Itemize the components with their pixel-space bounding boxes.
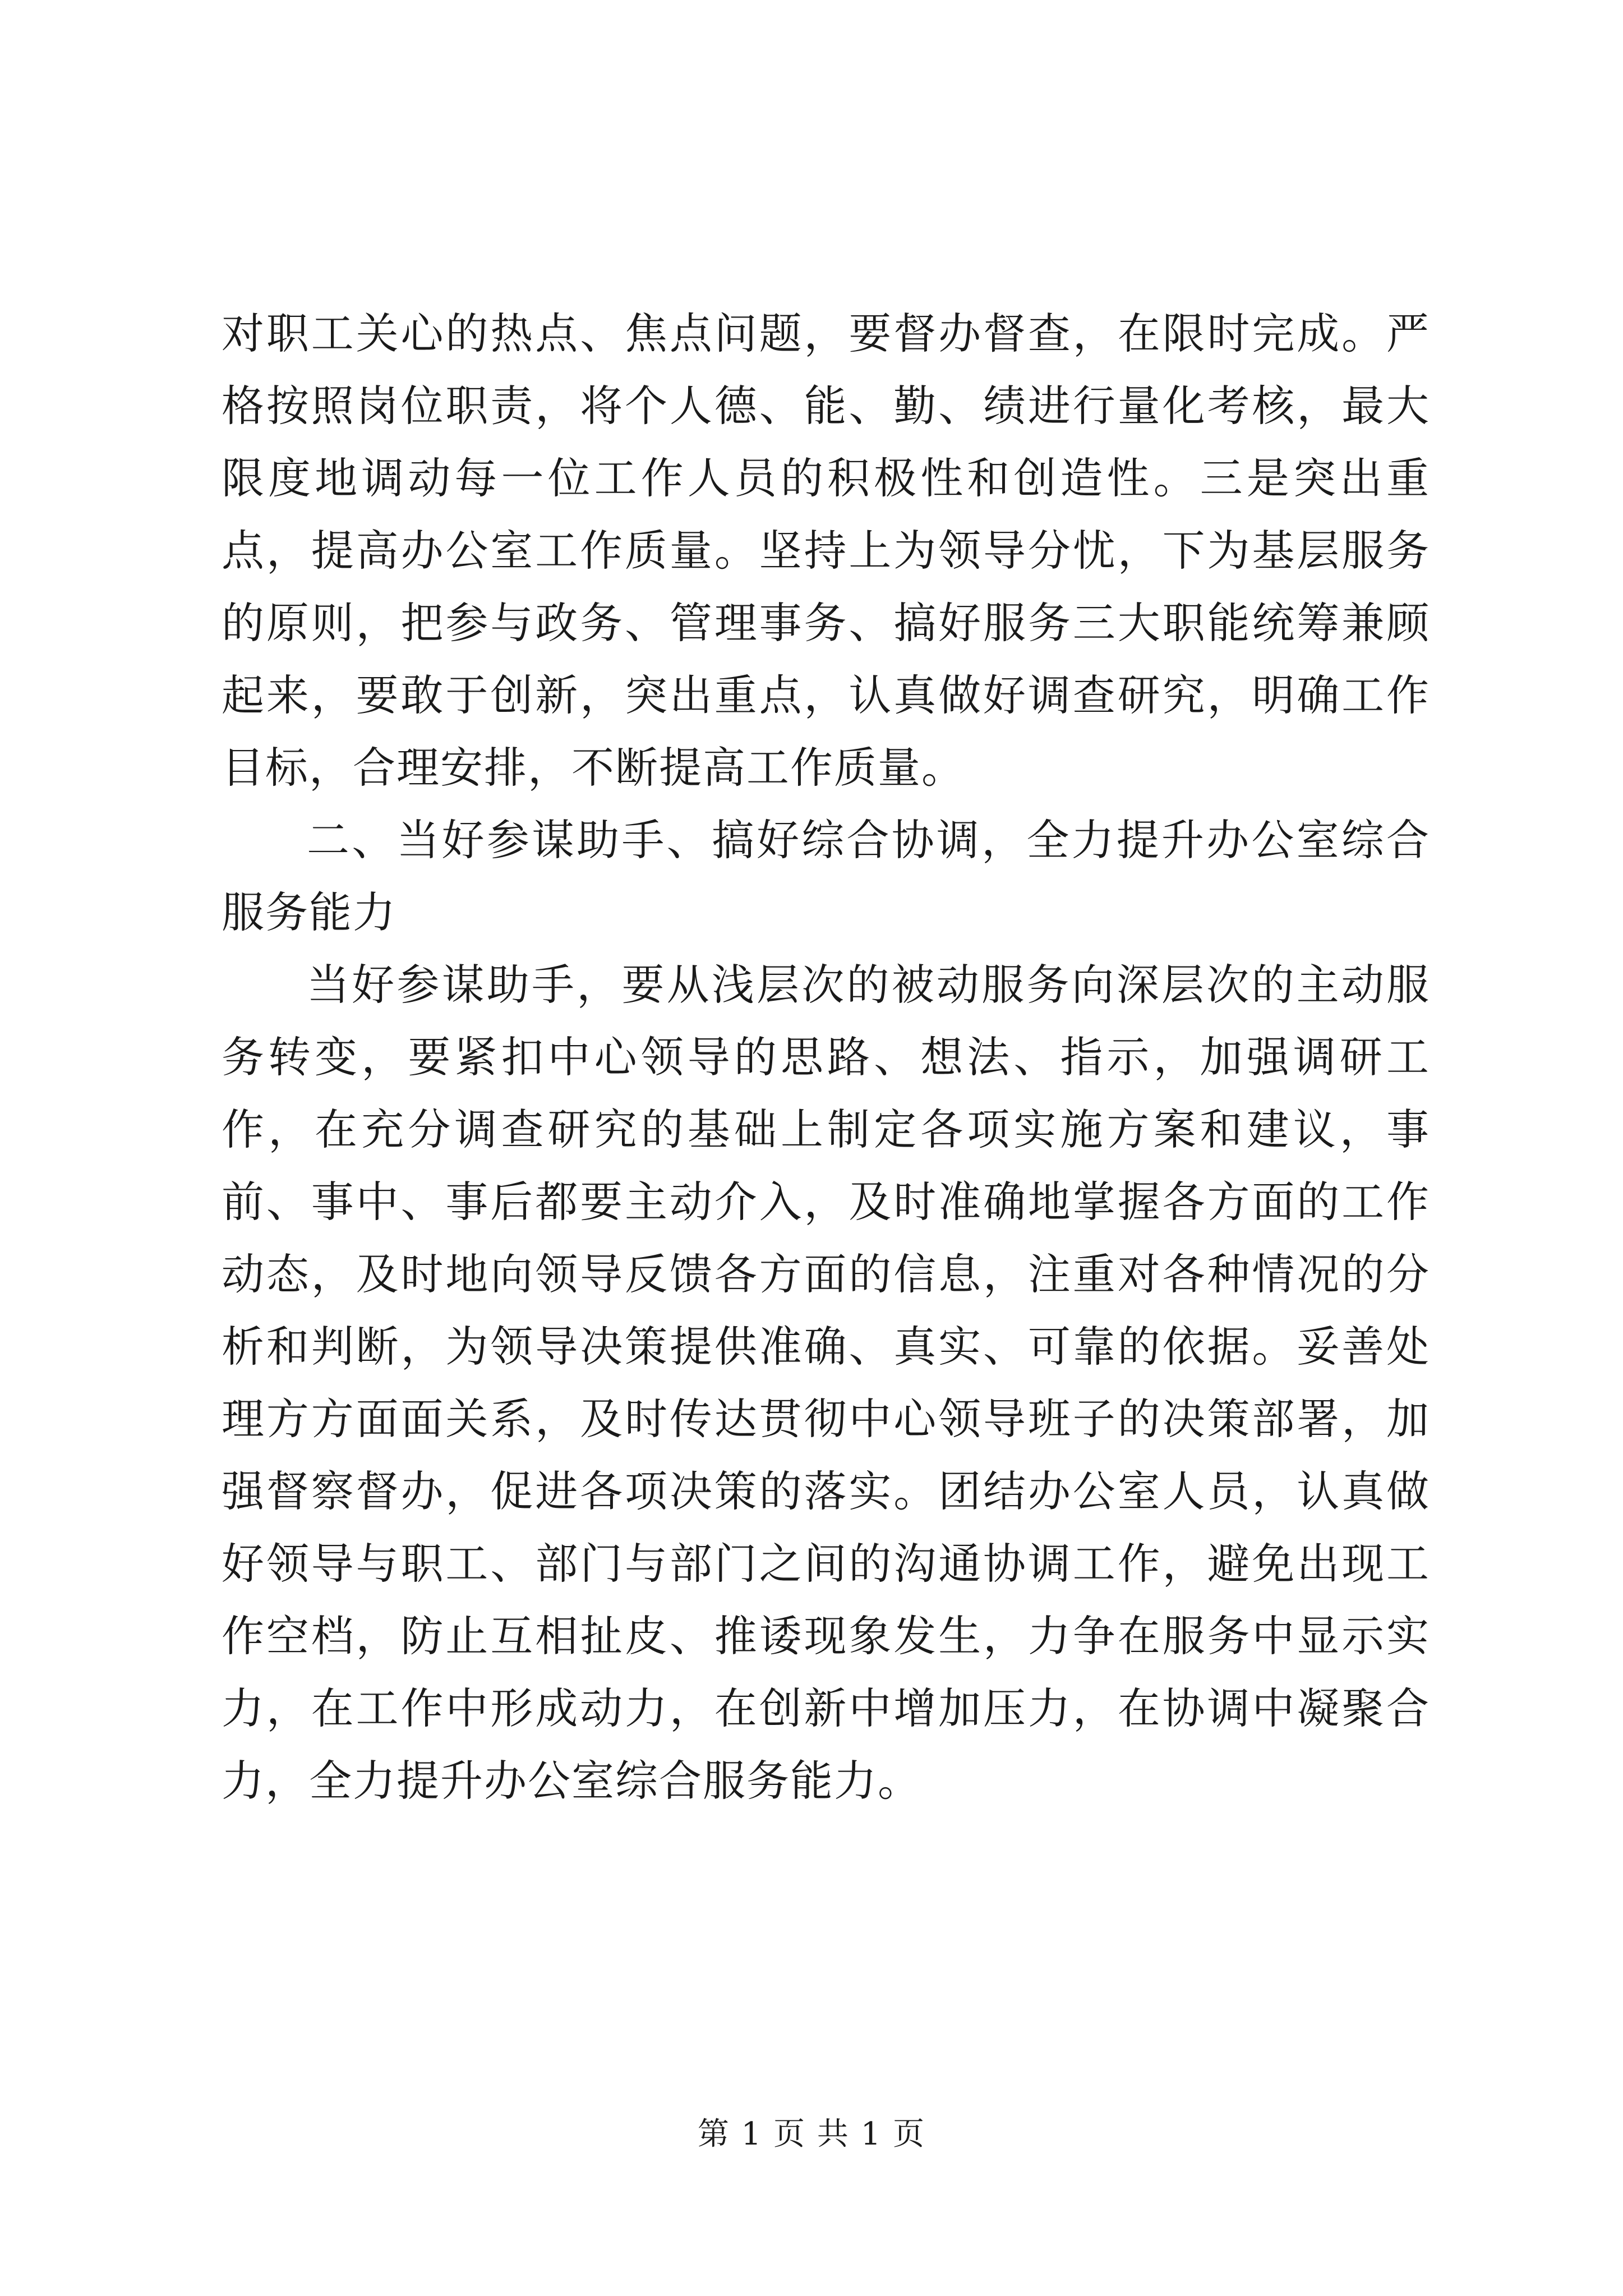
paragraph-2-heading: 二、当好参谋助手、搞好综合协调，全力提升办公室综合服务能力 [222,815,1430,937]
paragraph-3: 当好参谋助手，要从浅层次的被动服务向深层次的主动服务转变，要紧扣中心领导的思路、想法、指示，加强调研工作，在充分调查研究的基础上制定各项实施方案和建议，事前、事中、事后都要主动介入，及时准确地掌握各方面的工作动态，及时地向领导反馈各方面的信息，注重对各种情况的分析和判断，为领导决策提供准确、真实、可靠的依据。妥善处理方方面面关系，及时传达贯彻中心领导班子的决策部署，加强督察督办，促进各项决策的落实。团结办公室人员，认真做好领导与职工、部门与部门之间的沟通协调工作，避免出现工作空档，防止互相扯皮、推诿现象发生，力争在服务中显示实力，在工作中形成动力，在创新中增加压力，在协调中凝聚合力，全力提升办公室综合服务能力。 [222,960,1430,1806]
page-number-label: 第 1 页 共 1 页 [697,2116,926,2152]
paragraph-1: 对职工关心的热点、焦点问题，要督办督查，在限时完成。严格按照岗位职责，将个人德、能、勤、绩进行量化考核，最大限度地调动每一位工作人员的积极性和创造性。三是突出重点，提高办公室工作质量。坚持上为领导分忧，下为基层服务的原则，把参与政务、管理事务、搞好服务三大职能统筹兼顾起来，要敢于创新，突出重点，认真做好调查研究，明确工作目标，合理安排，不断提高工作质量。 [222,309,1430,793]
page-footer [0,2109,1623,2154]
document-body [222,297,1430,1817]
